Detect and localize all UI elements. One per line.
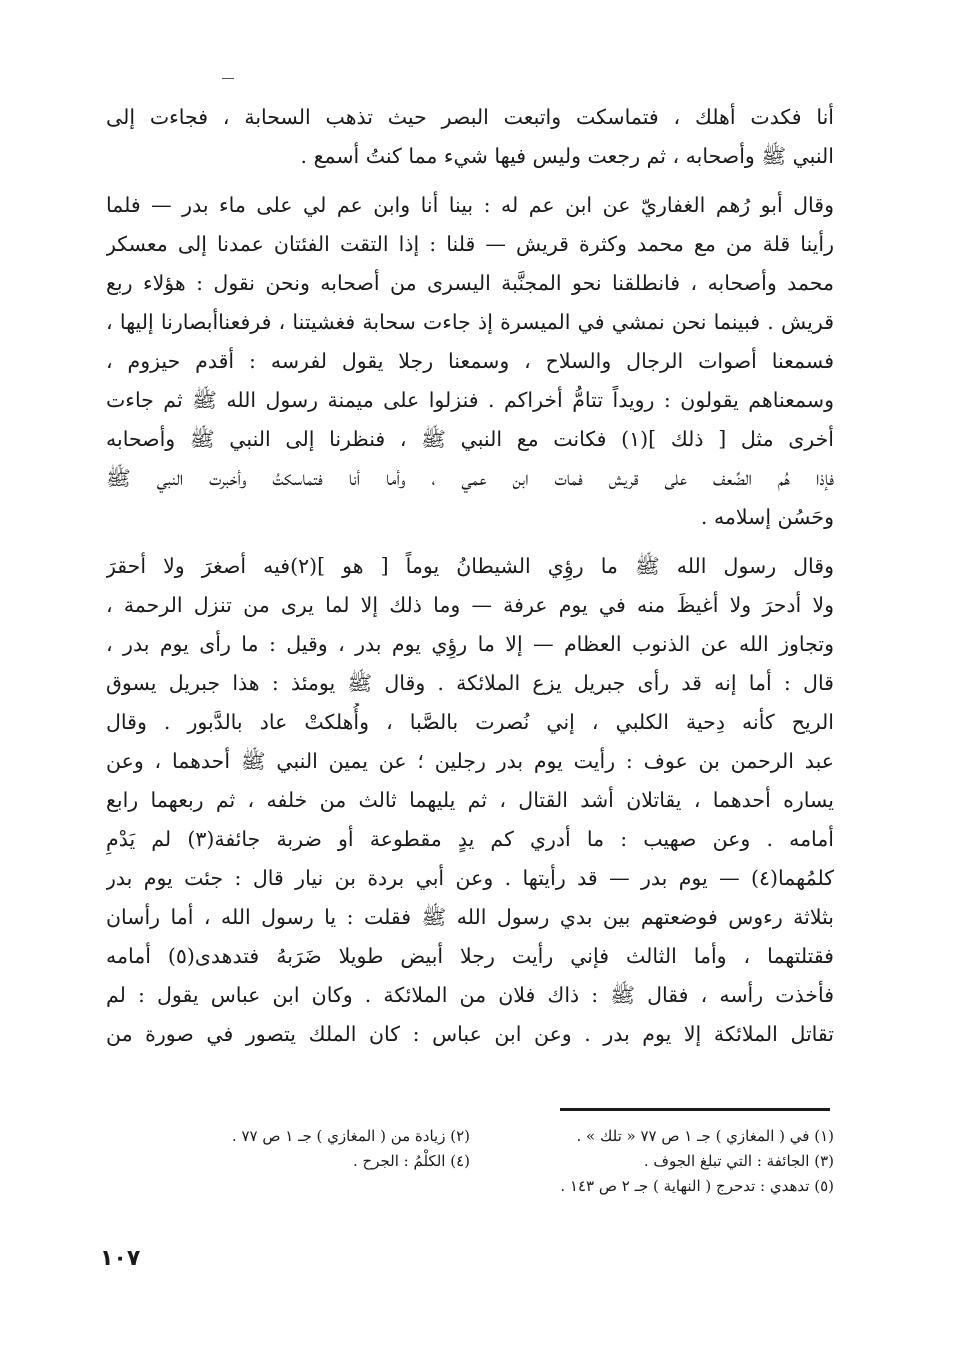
footnote-1: (١) في ( المغازي ) جـ ١ ص ٧٧ « تلك » . xyxy=(576,1127,834,1145)
text-line: محمد وأصحابه ، فانطلقنا نحو المجنَّبة اليسرى من أصحابه ونحن نقول : هؤلاء ربع xyxy=(106,271,834,295)
text-line: فقتلتهما ، وأما الثالث فإني رأيت رجلا أبيض طويلا ضَرَبهُ فتدهدى(٥) أمامه xyxy=(106,944,834,968)
text-line: أخرى مثل [ ذلك ](١) فكانت مع النبي ﷺ ، فنظرنا إلى النبي ﷺ وأصحابه xyxy=(106,427,834,451)
text-line: قريش . فبينما نحن نمشي في الميسرة إذ جاءت سحابة فغشيتنا ، فرفعناأبصارنا إليها ، xyxy=(106,310,834,334)
text-line: وتجاوز الله عن الذنوب العظام — إلا ما رؤِي يوم بدر ، وقيل : ما رأى يوم بدر ، xyxy=(106,632,834,656)
text-line: كلمُهما(٤) — يوم بدر — قد رأيتها . وعن أبي بردة بن نيار قال : جئت يوم بدر xyxy=(106,866,834,890)
text-line: أمامه . وعن صهيب : ما أدري كم يدٍ مقطوعة أو ضربة جائفة(٣) لم يَدْمِ xyxy=(106,827,834,851)
text-line: وحَسُن إسلامه . xyxy=(700,505,834,529)
paragraph-1 xyxy=(106,98,834,176)
footnotes xyxy=(106,1124,834,1199)
footnote-row xyxy=(106,1124,834,1149)
text-line: فأخذت رأسه ، فقال ﷺ : ذاك فلان من الملائكة . وكان ابن عباس يقول : لم xyxy=(106,983,834,1007)
text-line: فإذا هُم الضِّعف على قريش فمات ابن عمي ، وأما أنا فتماسكتُ وأخبرت النبي ﷺ xyxy=(106,466,834,490)
text-line: ولا أدحرَ ولا أغيظَ منه في يوم عرفة — وما ذلك إلا لما يرى من تنزل الرحمة ، xyxy=(106,593,834,617)
footnote-4: (٤) الكلْمُ : الجرح . xyxy=(352,1152,470,1170)
text-line: فسمعنا أصوات الرجال والسلاح ، وسمعنا رجلا يقول لفرسه : أقدم حيزوم ، xyxy=(106,349,834,373)
text-line: يساره أحدهما ، يقاتلان أشد القتال ، ثم يليهما ثالث من خلفه ، ثم ربعهما رابع xyxy=(106,788,834,812)
text-line: وسمعناهم يقولون : رويداً تتامُّ أخراكم . فنزلوا على ميمنة رسول الله ﷺ ثم جاءت xyxy=(106,388,834,412)
text-line: وقال رسول الله ﷺ ما رؤِي الشيطانُ يوماً [ هو ](٢)فيه أصغرَ ولا أحقرَ xyxy=(106,554,834,578)
footnote-5: (٥) تدهدي : تدحرج ( النهاية ) جـ ٢ ص ١٤٣ . xyxy=(560,1177,834,1195)
text-line: وقال أبو رُهم الغفاريّ عن ابن عم له : بينا أنا وابن عم لي على ماء بدر — فلما xyxy=(106,193,834,217)
text-line: أنا فكدت أهلك ، فتماسكت واتبعت البصر حيث تذهب السحابة ، فجاءت إلى xyxy=(106,105,834,129)
footnote-empty xyxy=(106,1174,470,1199)
footnote-row xyxy=(106,1149,834,1174)
paragraph-2 xyxy=(106,186,834,537)
text-line: رأينا قلة من مع محمد وكثرة قريش — قلنا : إذا التقت الفئتان عمدنا إلى معسكر xyxy=(106,232,834,256)
footnote-divider xyxy=(560,1108,830,1111)
page-number: ١٠٧ xyxy=(100,1246,141,1271)
text-line: قال : أما إنه قد رأى جبريل يزع الملائكة . وقال ﷺ يومئذ : هذا جبريل يسوق xyxy=(106,671,834,695)
text-line: بثلاثة رءوس فوضعتهم بين بدي رسول الله ﷺ فقلت : يا رسول الله ، أما رأسان xyxy=(106,905,834,929)
footnote-3: (٣) الجائفة : التي تبلغ الجوف . xyxy=(643,1152,834,1170)
paragraph-3 xyxy=(106,547,834,1054)
text-line: تقاتل الملائكة إلا يوم بدر . وعن ابن عباس : كان الملك يتصور في صورة من xyxy=(106,1022,834,1046)
text-line: النبي ﷺ وأصحابه ، ثم رجعت وليس فيها شيء مما كنتُ أسمع . xyxy=(300,144,834,168)
text-line: عبد الرحمن بن عوف : رأيت يوم بدر رجلين ؛ عن يمين النبي ﷺ أحدهما ، وعن xyxy=(106,749,834,773)
footnote-row xyxy=(106,1174,834,1199)
main-text xyxy=(106,98,834,1064)
text-line: الريح كأنه دِحية الكلبي ، إني نُصرت بالصَّبا ، وأُهلكتْ عاد بالدَّبور . وقال xyxy=(106,710,834,734)
footnote-2: (٢) زيادة من ( المغازي ) جـ ١ ص ٧٧ . xyxy=(231,1127,470,1145)
top-mark xyxy=(222,78,234,79)
